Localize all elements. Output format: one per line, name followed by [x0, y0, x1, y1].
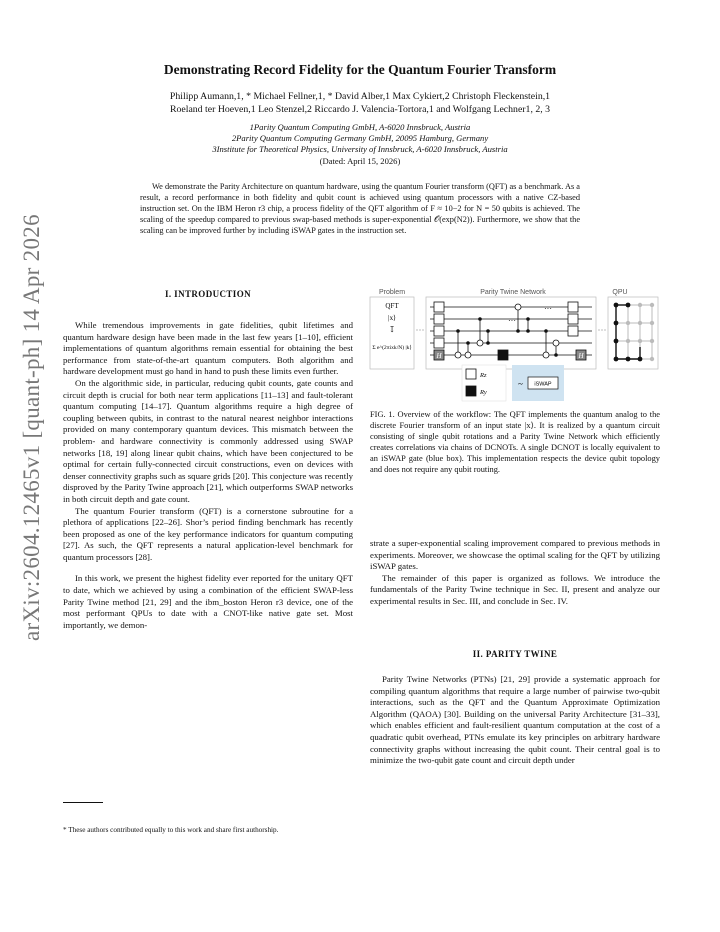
authors-line-1: Philipp Aumann,1, * Michael Fellner,1, * David Alber,1 Max Cykiert,2 Christoph Fleckenstein,1 — [169, 91, 551, 102]
figure-1-caption: FIG. 1. Overview of the workflow: The QFT implements the quantum analog to the discrete Fourier transform of an input state |x⟩. It is realized by a quantum circuit consisting of single qubit rotations and a Parity Twine Network which efficiently creates correlations via chains of DCNOTs. A single DCNOT is locally equivalent to an iSWAP gate (blue box). This implementation respects the device qubit topology and does not require any qubit routing. — [370, 410, 660, 474]
date-line: (Dated: April 15, 2026) — [319, 156, 401, 166]
affiliation-1: 1Parity Quantum Computing GmbH, A-6020 Innsbruck, Austria — [249, 122, 471, 132]
figure-1 — [368, 285, 660, 405]
right-column-continued — [370, 674, 660, 767]
section-heading-introduction: I. INTRODUCTION — [164, 289, 251, 299]
hadamard-label: H — [436, 352, 442, 360]
legend-rz-label: Rz — [480, 372, 487, 379]
paragraph: While tremendous improvements in gate fidelities, qubit lifetimes and quantum hardware design have been made in the last few years [1–10], efficient implementations of quantum algorithms remain essential for obtaining the best performance from state-of-the-art quantum computers. Both algorithm and hardware development must go hand in hand to push these limits even further. — [63, 320, 353, 377]
panel-label-problem: Problem — [378, 289, 406, 296]
hadamard-label: H — [578, 352, 584, 360]
abstract: We demonstrate the Parity Architecture on quantum hardware, using the quantum Fourier transform (QFT) as a benchmark. As a result, a record performance in both fidelity and qubit count is achieved using quantum processors with a native CZ-based instruction set. On the IBM Heron r3 chip, a process fidelity of the QFT algorithm of F ≈ 10−2 for N = 50 qubits is achieved. The scaling of the speedup compared to previous swap-based methods is super-exponential 𝒪(exp(N2)). Furthermore, we show that the scaling can be improved further by including iSWAP gates in the instruction set. — [140, 182, 580, 235]
rz-gate-swatch — [466, 369, 476, 379]
affiliation-2: 2Parity Quantum Computing Germany GmbH, 20095 Hamburg, Germany — [231, 133, 489, 143]
authors-line-2: Roeland ter Hoeven,1 Leo Stenzel,2 Riccardo J. Valencia-Tortora,1 and Wolfgang Lechner1, 2, 3 — [169, 104, 551, 115]
qpu-grid — [616, 305, 652, 359]
arrow-down-icon: ↧ — [388, 325, 396, 334]
workflow-diagram — [368, 285, 660, 405]
legend-ry-label: Ry — [480, 389, 487, 396]
paragraph: The quantum Fourier transform (QFT) is a cornerstone subroutine for a plethora of applications [22–26]. Shor’s period finding benchmark has recently been proposed as one of the key performance indicators for quantum computing [27]. As such, the QFT represents a natural application-level benchmark for quantum processors [28]. — [63, 505, 353, 562]
affiliation-3: 3Institute for Theoretical Physics, University of Innsbruck, A-6020 Innsbruck, Austria — [212, 144, 508, 154]
paper-title: Demonstrating Record Fidelity for the Quantum Fourier Transform — [163, 62, 557, 77]
footnote: * These authors contributed equally to this work and share first authorship. — [63, 826, 279, 834]
footnote-rule — [63, 802, 103, 803]
paragraph: The remainder of this paper is organized as follows. We introduce the fundamentals of the Parity Twine technique in Sec. II, present and analyze our experimental results in Sec. III, and conclude in Sec. IV. — [370, 572, 660, 606]
ellipsis: ··· — [544, 304, 552, 313]
paragraph: In this work, we present the highest fidelity ever reported for the unitary QFT to date, which we achieved by using a combination of the efficient SWAP-less Parity Twine method [21, 29] and the ibm_boston Heron r3 device, one of the most performant QPUs to date with a CNOT-like native gate set. Most importantly, we demon- — [63, 573, 353, 630]
left-column — [63, 320, 353, 631]
ry-gate-swatch — [466, 386, 476, 396]
section-heading-parity-twine: II. PARITY TWINE — [472, 649, 558, 659]
affiliations — [80, 122, 640, 155]
equivalence-tilde: ~ — [518, 379, 523, 389]
author-list — [80, 90, 640, 116]
ellipsis: ··· — [508, 316, 516, 325]
problem-input-ket: |x⟩ — [388, 314, 396, 322]
panel-label-parity-twine: Parity Twine Network — [480, 289, 546, 296]
problem-output-sum: Σ e^(2πixk/N) |k⟩ — [372, 345, 412, 351]
panel-label-qpu: QPU — [612, 289, 628, 296]
paragraph: strate a super-exponential scaling improvement compared to previous methods in experiments. Moreover, we showcase the optimal scaling for the QFT by utilizing iSWAP gates. — [370, 538, 660, 572]
iswap-label: iSWAP — [534, 381, 552, 388]
arxiv-stamp: arXiv:2604.12465v1 [quant-ph] 14 Apr 2026 — [19, 214, 44, 641]
paragraph: On the algorithmic side, in particular, reducing qubit counts, gate counts and circuit depth is crucial for both near term applications [11–13] and fault-tolerant quantum computing [14–17]. Quantum algorithms require a high degree of coupling between qubits, in contrast to the natural nearest neighbor interactions provided on many contemporary quantum devices. This mismatch between the problem- and hardware connectivity is commonly addressed using SWAP networks [18, 19] along linear qubit chains, which have been conjectured to be optimal for certain fully-connected circuit constructions, even on devices with denser connectivity graphs such as square grids [20]. This conjecture was recently disproved by the Parity Twine approach [21], which outperforms SWAP networks in both circuit depth and gate count. — [63, 377, 353, 504]
right-column — [370, 538, 660, 608]
paragraph: Parity Twine Networks (PTNs) [21, 29] provide a systematic approach for compiling quantum algorithms that require a large number of pairwise two-qubit interactions, such as the QFT and the Quantum Approximate Optimization Algorithm (QAOA) [30]. Building on the universal Parity Architecture [31–33], which enables efficient and fault-resilient quantum computation at the cost of a quadratic qubit overhead, PTNs emulate its key principles on arbitrary hardware connectivity graphs without increasing the qubit count. Their central goal is to minimize the two-qubit gate count and circuit depth under — [370, 674, 660, 766]
problem-qft-label: QFT — [385, 302, 399, 310]
